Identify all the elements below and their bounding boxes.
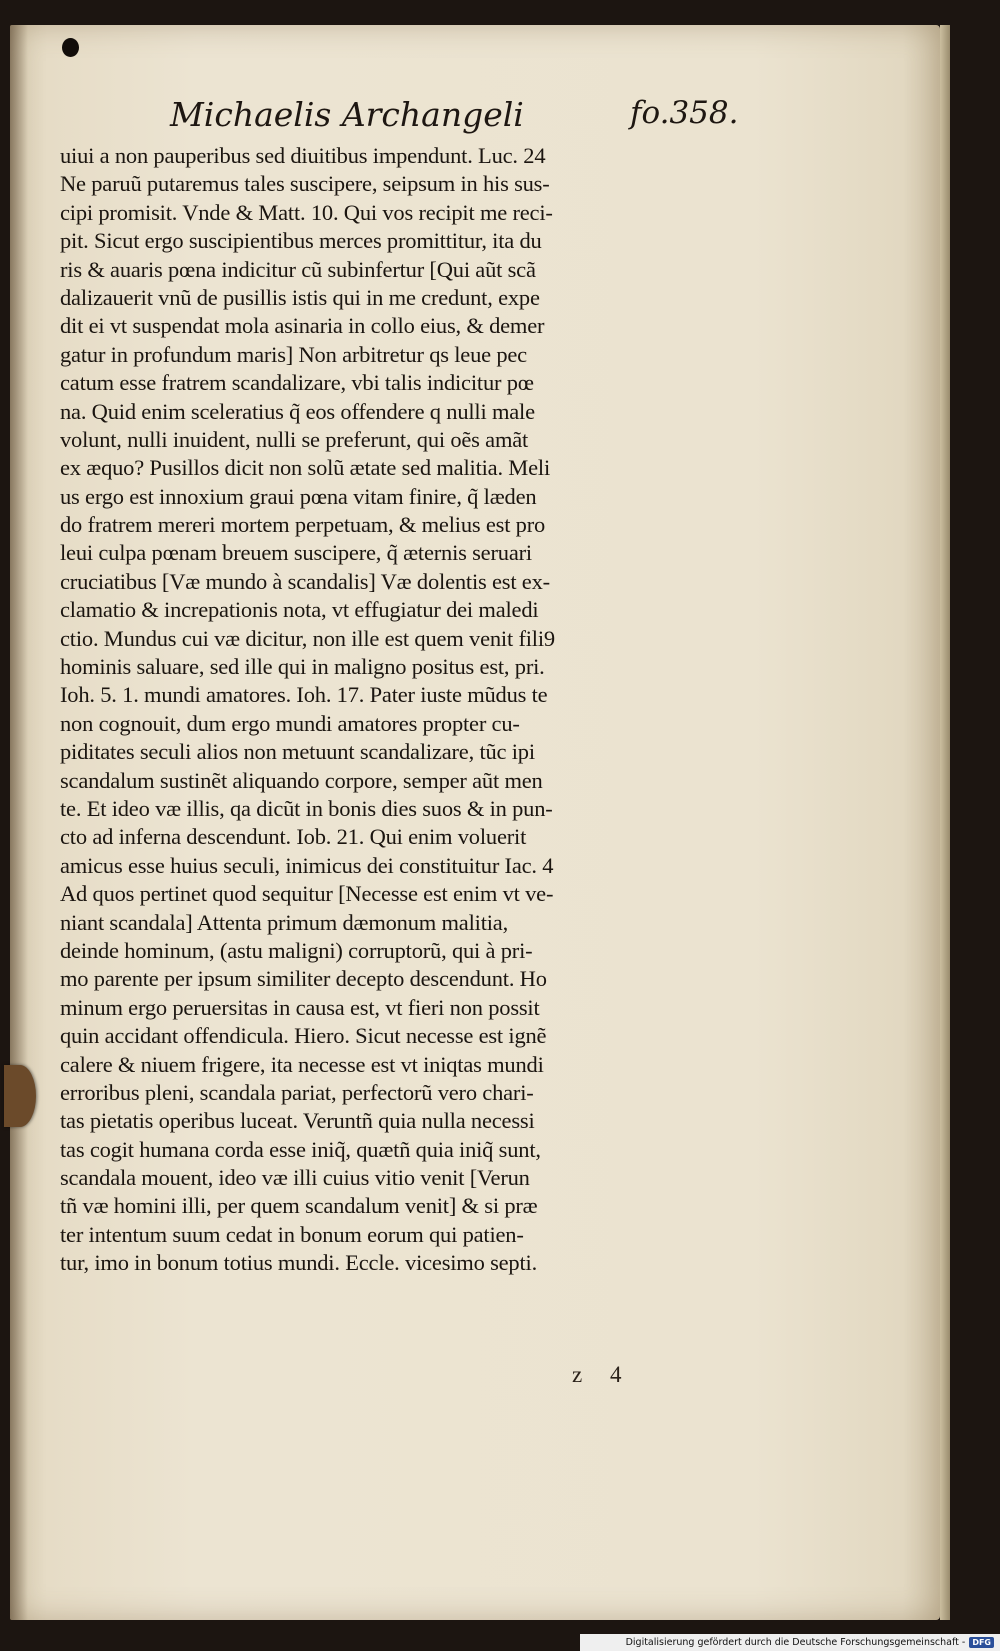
text-line: te. Et ideo væ illis, qa dicũt in bonis dies suos & in pun- <box>60 795 553 821</box>
text-line: niant scandala] Attenta primum dæmonum malitia, <box>60 909 509 935</box>
text-line: uiui a non pauperibus sed diuitibus impendunt. Luc. 24 <box>60 143 546 168</box>
binding-hole <box>62 38 79 57</box>
text-line: ter intentum suum cedat in bonum eorum qui patien- <box>60 1221 524 1247</box>
text-line: cto ad inferna descendunt. Iob. 21. Qui enim voluerit <box>60 824 527 850</box>
text-line: us ergo est innoxium graui pœna vitam finire, q̃ læden <box>60 483 537 509</box>
text-line: cruciatibus [Væ mundo à scandalis] Væ dolentis est ex- <box>60 568 550 594</box>
text-line: Ne paruũ putaremus tales suscipere, seipsum in his sus- <box>60 171 550 197</box>
running-head: Michaelis Archangeli <box>170 95 524 134</box>
page-tab-marker <box>4 1065 36 1127</box>
text-line: volunt, nulli inuident, nulli se preferunt, qui oẽs amãt <box>60 426 529 452</box>
text-line: tas pietatis operibus luceat. Veruntñ quia nulla necessi <box>60 1108 535 1134</box>
text-line: cipi promisit. Vnde & Matt. 10. Qui vos recipit me reci- <box>60 199 553 225</box>
text-line: ctio. Mundus cui væ dicitur, non ille est quem venit fili9 <box>60 625 555 651</box>
text-line: do fratrem mereri mortem perpetuam, & melius est pro <box>60 512 546 538</box>
text-line: piditates seculi alios non metuunt scandalizare, tũc ipi <box>60 739 535 765</box>
text-line: dit ei vt suspendat mola asinaria in collo eius, & demer <box>60 313 545 339</box>
body-text <box>60 142 750 1278</box>
text-line: hominis saluare, sed ille qui in maligno positus est, pri. <box>60 654 545 680</box>
text-line: ex æquo? Pusillos dicit non solũ ætate sed malitia. Meli <box>60 455 551 481</box>
text-line: leui culpa pœnam breuem suscipere, q̃ æternis seruari <box>60 540 532 566</box>
text-line: minum ergo peruersitas in causa est, vt fieri non possit <box>60 994 540 1020</box>
spine-shadow <box>10 25 28 1620</box>
text-line: gatur in profundum maris] Non arbitretur qs leue pec <box>60 341 527 367</box>
text-line: na. Quid enim sceleratius q̃ eos offendere q nulli male <box>60 398 535 424</box>
text-line: Ad quos pertinet quod sequitur [Necesse est enim vt ve- <box>60 881 554 907</box>
text-line: clamatio & increpationis nota, vt effugiatur dei maledi <box>60 597 539 623</box>
text-line: quin accidant offendicula. Hiero. Sicut necesse est ignẽ <box>60 1023 547 1049</box>
credit-text: Digitalisierung gefördert durch die Deutsche Forschungsgemeinschaft - <box>625 1637 966 1648</box>
text-line: pit. Sicut ergo suscipientibus merces promittitur, ita du <box>60 228 542 254</box>
digitization-credit-bar <box>580 1634 1000 1651</box>
text-line: catum esse fratrem scandalizare, vbi talis indicitur pœ <box>60 370 534 396</box>
dfg-logo-icon: DFG <box>969 1637 994 1648</box>
text-line: amicus esse huius seculi, inimicus dei constituitur Iac. 4 <box>60 852 554 878</box>
text-line: deinde hominum, (astu maligni) corruptorũ, qui à pri- <box>60 937 533 963</box>
text-line: tas cogit humana corda esse iniq̃, quætñ quia iniq̃ sunt, <box>60 1136 541 1162</box>
folio-number: fo.358. <box>630 95 739 131</box>
text-line: tur, imo in bonum totius mundi. Eccle. vicesimo septi. <box>60 1250 537 1276</box>
text-line: mo parente per ipsum similiter decepto descendunt. Ho <box>60 966 547 992</box>
text-line: tñ væ homini illi, per quem scandalum venit] & si præ <box>60 1193 538 1219</box>
text-line: ris & auaris pœna indicitur cũ subinfertur [Qui aũt scã <box>60 256 536 282</box>
page-edge <box>940 25 950 1620</box>
text-line: scandala mouent, ideo væ illi cuius vitio venit [Verun <box>60 1165 530 1191</box>
text-line: non cognouit, dum ergo mundi amatores propter cu- <box>60 710 520 736</box>
text-line: scandalum sustinẽt aliquando corpore, semper aũt men <box>60 767 543 793</box>
signature-mark: z 4 <box>572 1362 622 1387</box>
text-line: dalizauerit vnũ de pusillis istis qui in me credunt, expe <box>60 284 540 310</box>
text-line: calere & niuem frigere, ita necesse est vt iniqtas mundi <box>60 1051 544 1077</box>
text-line: erroribus pleni, scandala pariat, perfectorũ vero chari- <box>60 1079 534 1105</box>
text-line: Ioh. 5. 1. mundi amatores. Ioh. 17. Pater iuste mũdus te <box>60 682 548 708</box>
